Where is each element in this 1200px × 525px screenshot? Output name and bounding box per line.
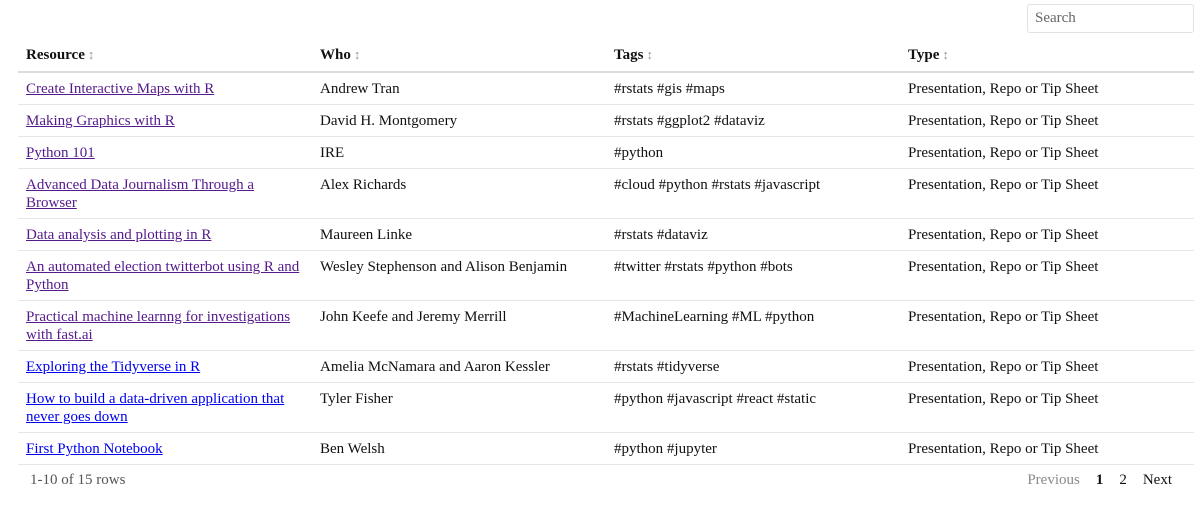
table-row <box>18 383 1194 433</box>
column-header-type[interactable] <box>900 40 1194 72</box>
sort-icon: ↕ <box>646 47 653 62</box>
cell-type: Presentation, Repo or Tip Sheet <box>900 219 1194 251</box>
resources-table <box>18 40 1194 465</box>
table-row <box>18 105 1194 137</box>
resource-link[interactable]: Advanced Data Journalism Through a Browser <box>26 177 254 211</box>
cell-type: Presentation, Repo or Tip Sheet <box>900 137 1194 169</box>
cell-who: Ben Welsh <box>312 433 606 465</box>
cell-resource <box>18 351 312 383</box>
page-button-1[interactable]: 1 <box>1095 472 1104 488</box>
cell-type: Presentation, Repo or Tip Sheet <box>900 72 1194 105</box>
cell-tags: #rstats #dataviz <box>606 219 900 251</box>
resource-link[interactable]: Making Graphics with R <box>26 113 175 129</box>
column-label: Tags <box>614 47 644 63</box>
cell-resource <box>18 433 312 465</box>
cell-tags: #MachineLearning #ML #python <box>606 301 900 351</box>
table-row <box>18 169 1194 219</box>
table-row <box>18 433 1194 465</box>
cell-resource <box>18 383 312 433</box>
sort-icon: ↕ <box>942 47 949 62</box>
resource-link[interactable]: Create Interactive Maps with R <box>26 81 215 97</box>
cell-resource <box>18 137 312 169</box>
column-header-resource[interactable] <box>18 40 312 72</box>
table-row <box>18 251 1194 301</box>
cell-resource <box>18 219 312 251</box>
cell-who: Wesley Stephenson and Alison Benjamin <box>312 251 606 301</box>
cell-tags: #python <box>606 137 900 169</box>
resource-link[interactable]: An automated election twitterbot using R and Python <box>26 259 300 293</box>
row-count: 1-10 of 15 rows <box>30 472 126 488</box>
previous-page-button[interactable]: Previous <box>1027 472 1080 488</box>
sort-icon: ↕ <box>87 47 95 62</box>
cell-type: Presentation, Repo or Tip Sheet <box>900 433 1194 465</box>
cell-who: Alex Richards <box>312 169 606 219</box>
header-row <box>18 40 1194 72</box>
column-header-tags[interactable] <box>606 40 900 72</box>
resource-link[interactable]: Data analysis and plotting in R <box>26 227 212 243</box>
column-header-who[interactable] <box>312 40 606 72</box>
cell-type: Presentation, Repo or Tip Sheet <box>900 351 1194 383</box>
cell-who: Maureen Linke <box>312 219 606 251</box>
cell-tags: #python #javascript #react #static <box>606 383 900 433</box>
pagination <box>1019 472 1180 489</box>
cell-tags: #rstats #gis #maps <box>606 72 900 105</box>
column-label: Who <box>320 47 351 63</box>
cell-who: Andrew Tran <box>312 72 606 105</box>
page-button-2[interactable]: 2 <box>1119 472 1127 488</box>
cell-tags: #rstats #tidyverse <box>606 351 900 383</box>
search-input[interactable] <box>1027 4 1194 33</box>
cell-tags: #twitter #rstats #python #bots <box>606 251 900 301</box>
cell-who: IRE <box>312 137 606 169</box>
cell-tags: #cloud #python #rstats #javascript <box>606 169 900 219</box>
cell-who: John Keefe and Jeremy Merrill <box>312 301 606 351</box>
cell-who: Tyler Fisher <box>312 383 606 433</box>
table-row <box>18 137 1194 169</box>
resource-link[interactable]: Practical machine learnng for investigations with fast.ai <box>26 309 291 343</box>
cell-resource <box>18 72 312 105</box>
resource-link[interactable]: Python 101 <box>26 145 95 161</box>
column-label: Resource <box>26 47 85 63</box>
next-page-button[interactable]: Next <box>1142 472 1172 488</box>
cell-resource <box>18 251 312 301</box>
cell-resource <box>18 301 312 351</box>
cell-type: Presentation, Repo or Tip Sheet <box>900 169 1194 219</box>
cell-tags: #python #jupyter <box>606 433 900 465</box>
resource-link[interactable]: How to build a data-driven application that never goes down <box>26 391 285 425</box>
cell-who: David H. Montgomery <box>312 105 606 137</box>
cell-resource <box>18 105 312 137</box>
cell-who: Amelia McNamara and Aaron Kessler <box>312 351 606 383</box>
cell-tags: #rstats #ggplot2 #dataviz <box>606 105 900 137</box>
table-row <box>18 72 1194 105</box>
cell-type: Presentation, Repo or Tip Sheet <box>900 105 1194 137</box>
cell-type: Presentation, Repo or Tip Sheet <box>900 251 1194 301</box>
cell-type: Presentation, Repo or Tip Sheet <box>900 383 1194 433</box>
table-body <box>18 72 1194 465</box>
resource-link[interactable]: Exploring the Tidyverse in R <box>26 359 201 375</box>
table-row <box>18 219 1194 251</box>
cell-resource <box>18 169 312 219</box>
cell-type: Presentation, Repo or Tip Sheet <box>900 301 1194 351</box>
resource-link[interactable]: First Python Notebook <box>26 441 163 457</box>
table-row <box>18 301 1194 351</box>
sort-icon: ↕ <box>353 47 361 62</box>
table-header <box>18 40 1194 72</box>
column-label: Type <box>908 47 940 63</box>
table-row <box>18 351 1194 383</box>
